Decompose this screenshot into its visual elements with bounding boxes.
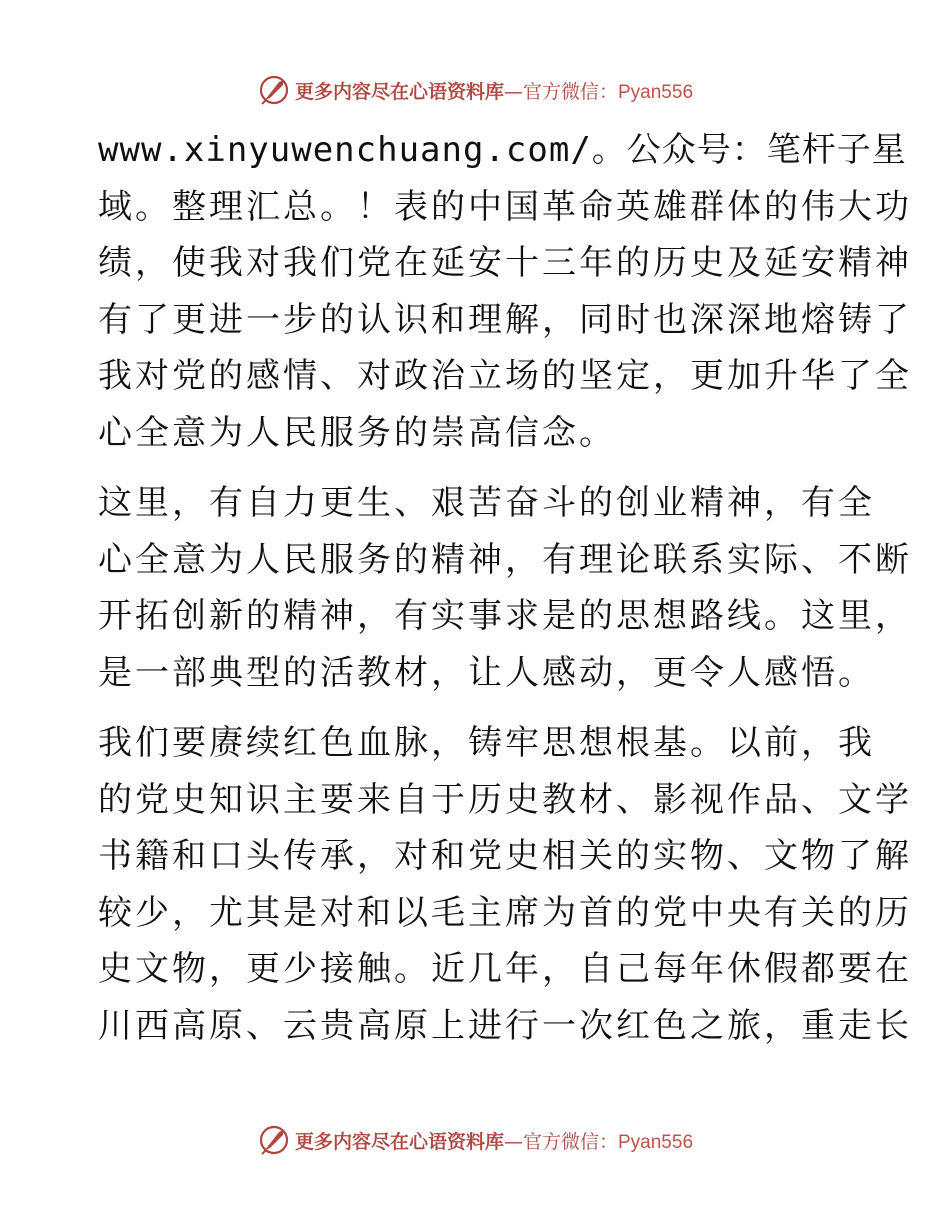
footer-banner bbox=[0, 1118, 950, 1162]
text-line: 是一部典型的活教材，让人感动，更令人感悟。 bbox=[98, 652, 875, 693]
footer-banner-title: 更多内容尽在心语资料库 bbox=[294, 1130, 504, 1153]
header-banner bbox=[0, 68, 950, 112]
footer-wechat-label: 官方微信： bbox=[522, 1130, 618, 1153]
text-line: 心全意为人民服务的崇高信念。 bbox=[98, 412, 616, 453]
text-line: 有了更进一步的认识和理解，同时也深深地熔铸了 bbox=[98, 299, 912, 340]
text-line: 开拓创新的精神，有实事求是的思想路线。这里， bbox=[98, 596, 912, 636]
paragraph-1 bbox=[98, 122, 912, 461]
text-line: 较少，尤其是对和以毛主席为首的党中央有关的历 bbox=[98, 892, 912, 933]
text-line: 域。整理汇总。！表的中国革命英雄群体的伟大功 bbox=[98, 186, 912, 227]
feather-pen-logo-icon bbox=[257, 73, 291, 107]
footer-dash: — bbox=[503, 1130, 523, 1153]
header-wechat-id: Pyan556 bbox=[618, 81, 694, 103]
text-line: 绩，使我对我们党在延安十三年的历史及延安精神 bbox=[98, 243, 912, 283]
footer-banner-text bbox=[295, 1127, 693, 1154]
header-dash: — bbox=[503, 80, 523, 103]
text-line: 川西高原、云贵高原上进行一次红色之旅，重走长 bbox=[98, 1005, 912, 1046]
header-banner-text bbox=[295, 77, 693, 104]
feather-pen-logo-icon bbox=[257, 1123, 291, 1157]
text-line: 史文物，更少接触。近几年，自己每年休假都要在 bbox=[98, 949, 912, 989]
text-line: 书籍和口头传承，对和党史相关的实物、文物了解 bbox=[98, 836, 912, 876]
header-banner-title: 更多内容尽在心语资料库 bbox=[294, 80, 504, 103]
text-line: www.xinyuwenchuang.com/。公众号：笔杆子星 bbox=[98, 130, 907, 170]
text-line: 我们要赓续红色血脉，铸牢思想根基。以前，我 bbox=[98, 723, 875, 763]
paragraph-2 bbox=[98, 475, 912, 701]
paragraph-3 bbox=[98, 715, 912, 1054]
footer-wechat-id: Pyan556 bbox=[618, 1131, 694, 1153]
text-line: 心全意为人民服务的精神，有理论联系实际、不断 bbox=[98, 539, 912, 580]
header-wechat-label: 官方微信： bbox=[522, 80, 618, 103]
text-line: 我对党的感情、对政治立场的坚定，更加升华了全 bbox=[98, 356, 912, 396]
text-line: 这里，有自力更生、艰苦奋斗的创业精神，有全 bbox=[98, 483, 875, 523]
text-line: 的党史知识主要来自于历史教材、影视作品、文学 bbox=[98, 779, 912, 820]
document-body bbox=[98, 122, 912, 1054]
